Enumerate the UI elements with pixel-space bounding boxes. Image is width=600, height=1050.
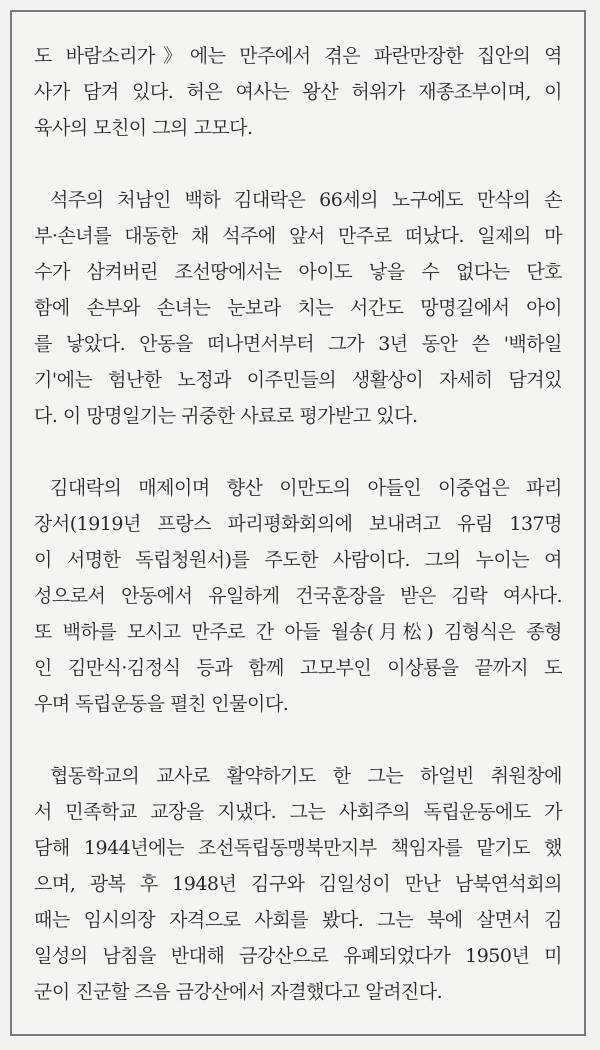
text-line: 김대락의 매제이며 향산 이만도의 아들인 이중업은 파리 [50,477,562,499]
paragraph [34,470,562,722]
text-line: 인 김만식·김정식 등과 함께 고모부인 이상룡을 끝까지 도 [34,657,562,679]
text-line: 부·손녀를 대동한 채 석주에 앞서 만주로 떠났다. 일제의 마 [34,225,562,247]
text-line: 장서(1919년 프랑스 파리평화회의에 보내려고 유림 137명 [34,513,562,535]
text-line: 이 서명한 독립청원서)를 주도한 사람이다. 그의 누이는 여 [34,549,562,571]
text-line: 서 민족학교 교장을 지냈다. 그는 사회주의 독립운동에도 가 [34,801,562,823]
text-line: 담해 1944년에는 조선독립동맹북만지부 책임자를 맡기도 했 [34,837,562,859]
paragraph-gap [34,434,562,470]
paragraph [34,758,562,1010]
text-line: 함에 손부와 손녀는 눈보라 치는 서간도 망명길에서 아이 [34,297,562,319]
paragraph [34,38,562,146]
text-line: 협동학교의 교사로 활약하기도 한 그는 하얼빈 취원창에 [50,765,562,787]
text-line: 일성의 남침을 반대해 금강산으로 유폐되었다가 1950년 미 [34,945,562,967]
text-line: 우며 독립운동을 펼친 인물이다. [34,693,289,715]
text-line: 수가 삼켜버린 조선땅에서는 아이도 낳을 수 없다는 단호 [34,261,562,283]
text-line: 를 낳았다. 안동을 떠나면서부터 그가 3년 동안 쓴 '백하일 [34,333,562,355]
text-line: 다. 이 망명일기는 귀중한 사료로 평가받고 있다. [34,405,418,427]
text-line: 으며, 광복 후 1948년 김구와 김일성이 만난 남북연석회의 [34,873,562,895]
text-line: 육사의 모친이 그의 고모다. [34,117,253,139]
paragraph [34,182,562,434]
text-line: 군이 진군할 즈음 금강산에서 자결했다고 알려진다. [34,981,443,1003]
text-line: 사가 담겨 있다. 허은 여사는 왕산 허위가 재종조부이며, 이 [34,81,562,103]
paragraph-gap [34,722,562,758]
text-line: 성으로서 안동에서 유일하게 건국훈장을 받은 김락 여사다. [34,585,562,607]
paragraph-gap [34,146,562,182]
text-line: 도 바람소리가》에는 만주에서 겪은 파란만장한 집안의 역 [34,45,562,67]
text-line: 기'에는 험난한 노정과 이주민들의 생활상이 자세히 담겨있 [34,369,562,391]
text-line: 때는 임시의장 자격으로 사회를 봤다. 그는 북에 살면서 김 [34,909,562,931]
article-text [34,38,562,1010]
text-line: 또 백하를 모시고 만주로 간 아들 월송(月松) 김형식은 종형 [34,621,562,643]
text-line: 석주의 처남인 백하 김대락은 66세의 노구에도 만삭의 손 [50,189,562,211]
